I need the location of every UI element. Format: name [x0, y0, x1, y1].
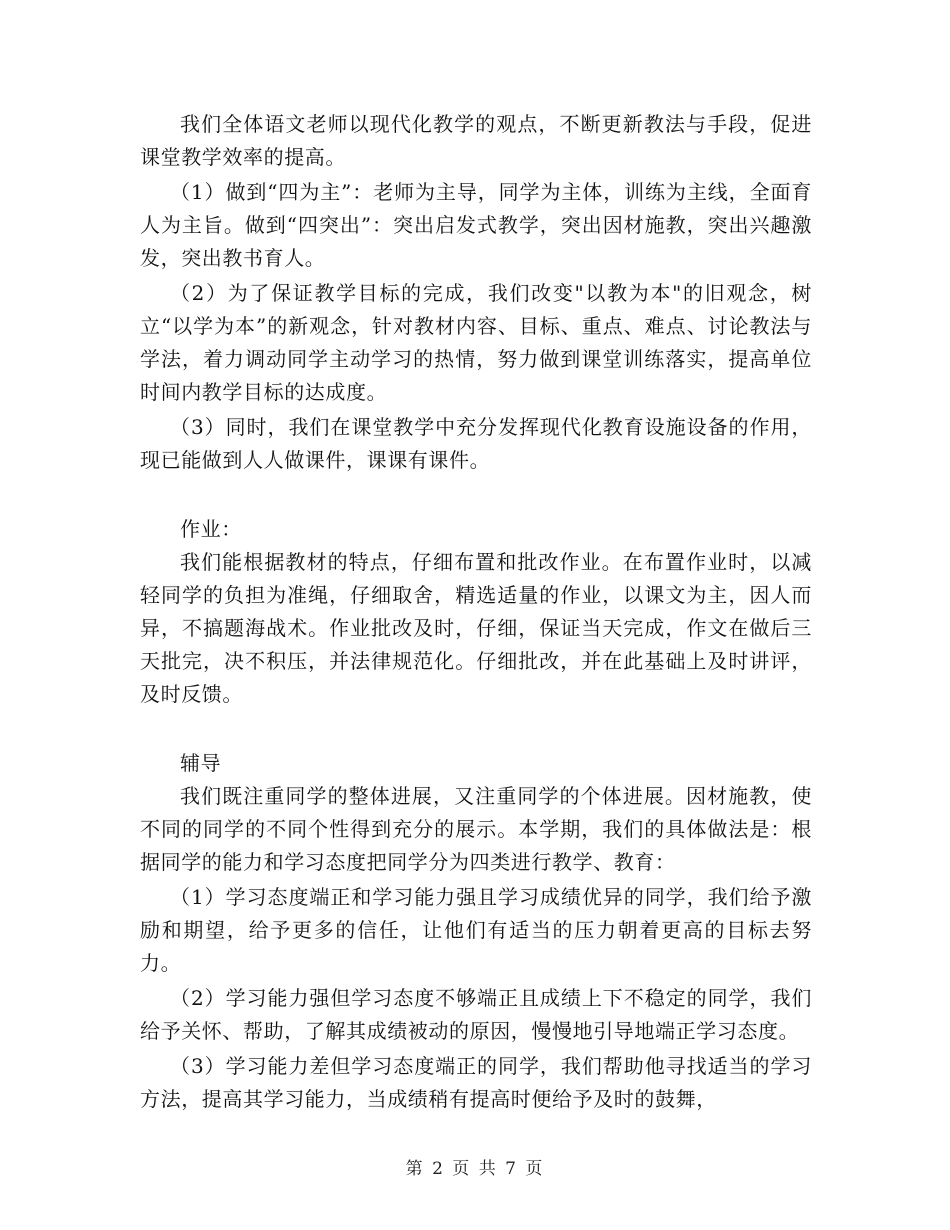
teaching-point-2: （2）为了保证教学目标的完成，我们改变"以教为本"的旧观念，树立“以学为本”的新观念，针对教材内容、目标、重点、难点、讨论教法与学法，着力调动同学主动学习的热情，努力做到课堂训练落实，提高单位时间内教学目标的达成度。 — [140, 281, 812, 404]
teaching-intro-paragraph: 我们全体语文老师以现代化教学的观点，不断更新教法与手段，促进课堂教学效率的提高。 — [140, 112, 812, 169]
teaching-point-3: （3）同时，我们在课堂教学中充分发挥现代化教育设施设备的作用，现已能做到人人做课件，课课有课件。 — [140, 415, 812, 472]
homework-heading: 作业： — [180, 517, 242, 541]
tutoring-point-2: （2）学习能力强但学习态度不够端正且成绩上下不稳定的同学，我们给予关怀、帮助，了解其成绩被动的原因，慢慢地引导地端正学习态度。 — [140, 986, 812, 1043]
section-spacer — [140, 479, 812, 513]
tutoring-point-3: （3）学习能力差但学习态度端正的同学，我们帮助他寻找适当的学习方法，提高其学习能力，当成绩稍有提高时便给予及时的鼓舞， — [140, 1054, 812, 1111]
homework-paragraph: 我们能根据教材的特点，仔细布置和批改作业。在布置作业时，以减轻同学的负担为准绳，仔细取舍，精选适量的作业，以课文为主，因人而异，不搞题海战术。作业批改及时，仔细，保证当天完成，作文在做后三天批完，决不积压，并法律规范化。仔细批改，并在此基础上及时讲评，及时反馈。 — [140, 550, 812, 706]
tutoring-point-1: （1）学习态度端正和学习能力强且学习成绩优异的同学，我们给予激励和期望，给予更多的信任，让他们有适当的压力朝着更高的目标去努力。 — [140, 885, 812, 975]
teaching-point-1: （1）做到“四为主”：老师为主导，同学为主体，训练为主线，全面育人为主旨。做到“四突出”：突出启发式教学，突出因材施教，突出兴趣激发，突出教书育人。 — [140, 180, 812, 270]
page-number-footer: 第 2 页 共 7 页 — [405, 1159, 545, 1179]
section-spacer — [140, 713, 812, 747]
tutoring-intro-paragraph: 我们既注重同学的整体进展，又注重同学的个体进展。因材施教，使不同的同学的不同个性得到充分的展示。本学期，我们的具体做法是：根据同学的能力和学习态度把同学分为四类进行教学、教育： — [140, 784, 812, 874]
document-body — [140, 108, 812, 1118]
tutoring-heading: 辅导 — [180, 751, 222, 775]
